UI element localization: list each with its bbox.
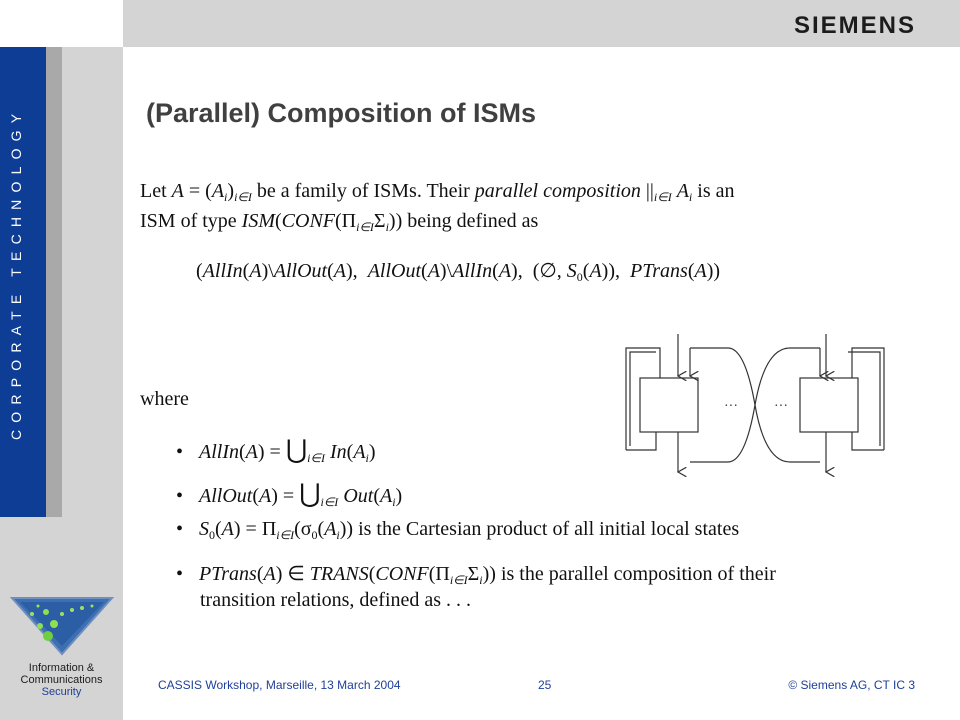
composition-diagram bbox=[620, 330, 890, 480]
intro-line-2: ISM of type $ISM(CONF(\Pi_{i\in I}\Sigma_i))$ being defined as bbox=[140, 210, 539, 234]
sidebar-top-blank bbox=[0, 0, 123, 47]
intro-text-f: being defined as bbox=[402, 210, 539, 232]
department-label bbox=[0, 662, 123, 698]
dept-line-2: Communications bbox=[20, 674, 103, 686]
slide-title: (Parallel) Composition of ISMs bbox=[146, 98, 537, 128]
intro-emphasis: parallel composition bbox=[474, 180, 641, 202]
bullet-allout: • AllOut(A) = $⋃_{i\in I}$ $Out(A_i)$ bbox=[176, 479, 403, 509]
footer-page-number: 25 bbox=[538, 678, 552, 692]
bullet-4-text: is the parallel composition of their bbox=[495, 563, 776, 585]
bullet-allin: • AllIn(A) = $⋃_{i\in I}$ $In(A_i)$ bbox=[176, 435, 376, 465]
footer-event: CASSIS Workshop, Marseille, 13 March 2004 bbox=[158, 678, 401, 692]
dots-right: ··· bbox=[774, 399, 788, 414]
corporate-technology-label: CORPORATE TECHNOLOGY bbox=[8, 106, 24, 440]
intro-line-1: Let $A = (A_i)_{i\in I}$ be a family of ISMs. Their parallel composition $||_{i\in I}$ $A_i$ is an bbox=[140, 180, 735, 204]
dept-line-3: Security bbox=[41, 686, 82, 698]
intro-text-e: ISM of type bbox=[140, 210, 242, 232]
definition-tuple: (AllIn(A)\AllOut(A), AllOut(A)\AllIn(A), (∅, $S_0(A)$), PTrans(A)) bbox=[196, 260, 721, 284]
header-bar bbox=[123, 0, 960, 47]
bullet-ptrans: • PTrans(A) ∈ $TRANS(CONF(\Pi_{i\in I}\Sigma_i))$ is the parallel composition of their bbox=[176, 563, 776, 587]
dept-line-1: Information & bbox=[28, 662, 95, 674]
bullet-3-text: is the Cartesian product of all initial local states bbox=[353, 518, 740, 540]
footer-copyright: © Siemens AG, CT IC 3 bbox=[788, 678, 915, 692]
intro-text-a: Let bbox=[140, 180, 172, 202]
siemens-logo: SIEMENS bbox=[793, 12, 916, 39]
division-logo-icon bbox=[10, 596, 114, 656]
dots-left: ··· bbox=[724, 399, 738, 414]
bullet-initial-state: • $S_0(A) = \Pi_{i\in I}(\sigma_0(A_i))$ is the Cartesian product of all initial local states bbox=[176, 518, 740, 542]
intro-text-d: is an bbox=[692, 180, 735, 202]
bullet-ptrans-continuation: transition relations, defined as . . . bbox=[200, 589, 472, 611]
intro-text-b: be a family of ISMs. Their bbox=[251, 180, 475, 202]
where-label: where bbox=[140, 388, 189, 410]
band-shadow bbox=[46, 47, 62, 517]
